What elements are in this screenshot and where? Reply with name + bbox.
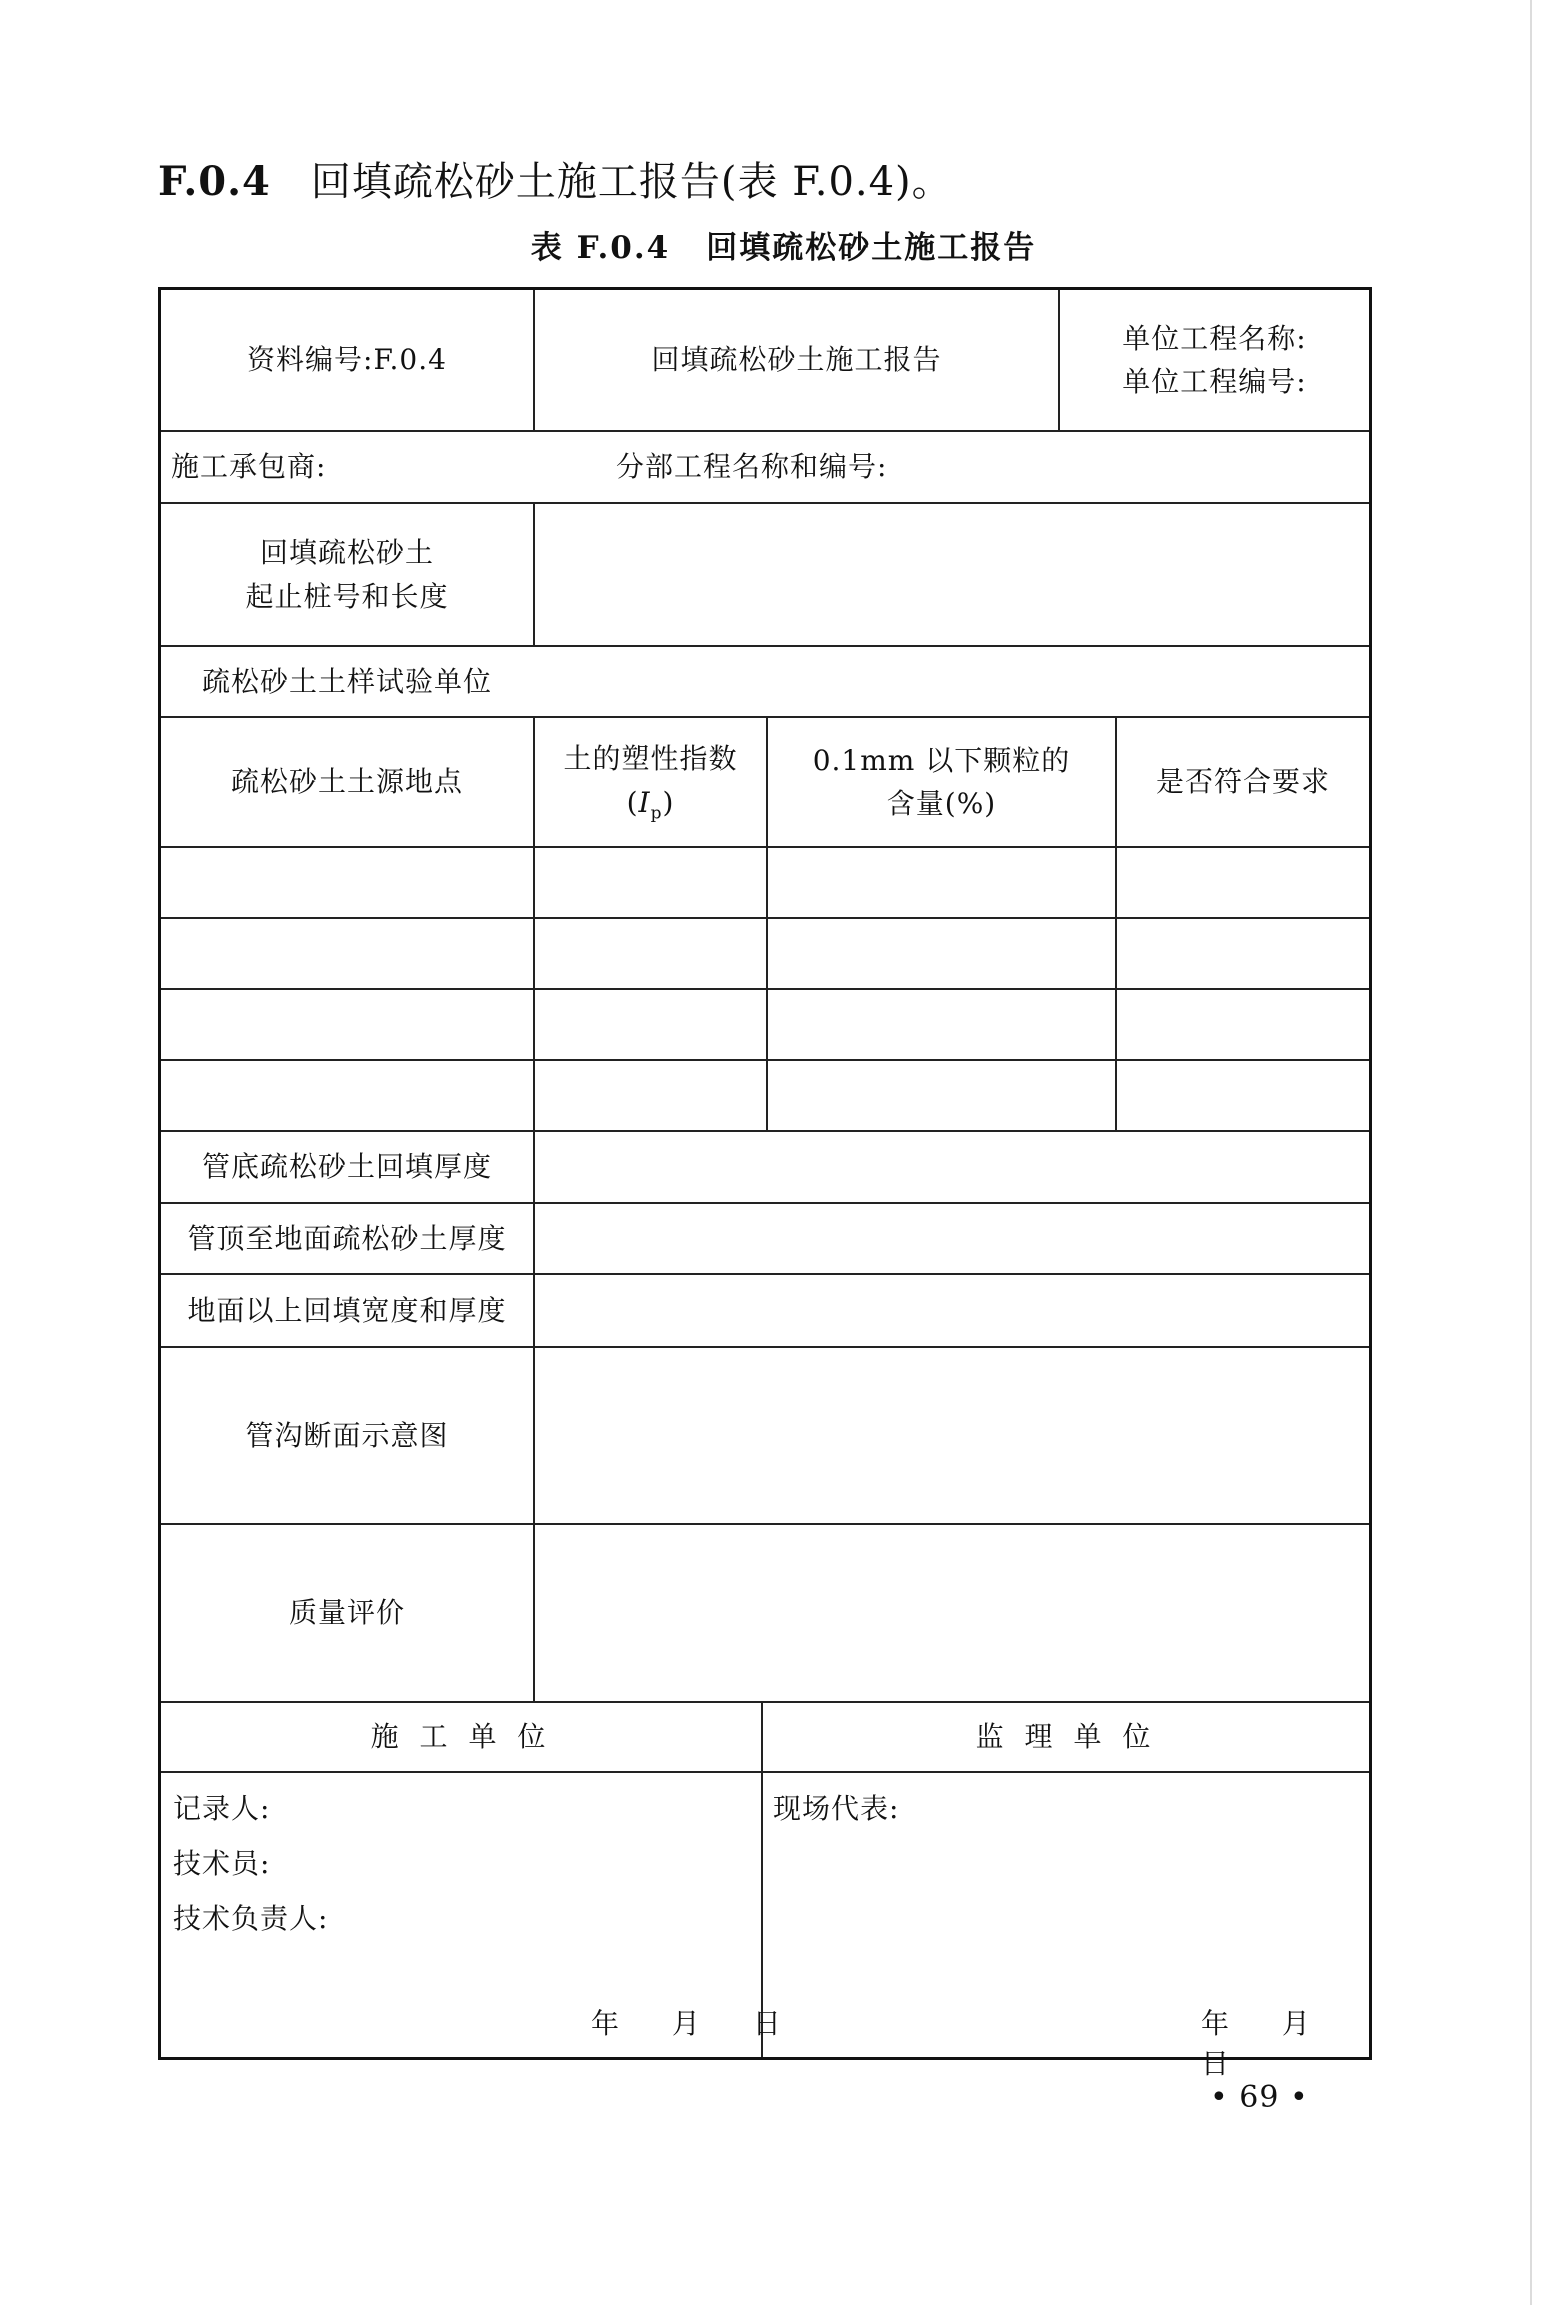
- recorder-label: 记录人:: [173, 1792, 271, 1825]
- station-length-line1: 回填疏松砂土: [259, 536, 434, 570]
- fine-particle-line2: 含量(%): [886, 787, 997, 820]
- table-title-name: 回填疏松砂土施工报告: [706, 230, 1037, 266]
- site-representative-label: 现场代表:: [773, 1792, 900, 1825]
- fine-particle-header: [768, 718, 1115, 846]
- section-heading: [158, 150, 953, 207]
- subproject-label: 分部工程名称和编号:: [616, 450, 888, 484]
- page-number: • 69 •: [1210, 2080, 1309, 2115]
- top-thickness-label: 管顶至地面疏松砂土厚度: [187, 1221, 507, 1255]
- technician-label: 技术员:: [173, 1847, 271, 1880]
- contractor-label: 施工承包商:: [171, 450, 327, 484]
- quality-evaluation-label: 质量评价: [288, 1596, 405, 1630]
- doc-number-cell: 资料编号:F.0.4: [247, 343, 447, 377]
- row-divider: [161, 988, 1369, 990]
- unit-project-cell: [1060, 290, 1369, 430]
- supervision-signatures: [773, 1781, 899, 1836]
- section-number: F.0.4: [158, 158, 271, 205]
- unit-project-name-label: 单位工程名称:: [1122, 321, 1307, 355]
- station-length-line2: 起止桩号和长度: [245, 579, 449, 613]
- plasticity-index-header: [535, 718, 766, 846]
- col-divider: [533, 716, 535, 1701]
- conformity-header: 是否符合要求: [1155, 765, 1330, 799]
- col-divider: [533, 502, 535, 645]
- construction-unit-header: 施 工 单 位: [370, 1720, 552, 1754]
- row-divider: [161, 917, 1369, 919]
- page-edge-line: [1530, 0, 1532, 2305]
- construction-date: 年 月 日: [591, 2007, 803, 2040]
- row-divider: [161, 846, 1369, 848]
- plasticity-index-line1: 土的塑性指数: [563, 742, 738, 776]
- report-form: [158, 287, 1372, 2080]
- bottom-thickness-label: 管底疏松砂土回填厚度: [201, 1150, 492, 1184]
- test-unit-label: 疏松砂土土样试验单位: [201, 664, 492, 698]
- row-divider: [161, 1059, 1369, 1061]
- row-divider: [161, 1771, 1369, 1773]
- section-diagram-label: 管沟断面示意图: [245, 1418, 449, 1452]
- supervision-date: 年 月 日: [1201, 2007, 1332, 2080]
- plasticity-index-symbol: $(I_p)$: [626, 785, 675, 824]
- unit-project-number-label: 单位工程编号:: [1122, 365, 1307, 398]
- construction-signatures: [173, 1781, 328, 1946]
- fine-particle-line1: 0.1mm 以下颗粒的: [812, 743, 1071, 777]
- section-text: 回填疏松砂土施工报告(表 F.0.4)。: [310, 159, 953, 205]
- station-length-label: [161, 504, 533, 645]
- tech-manager-label: 技术负责人:: [173, 1902, 329, 1935]
- above-ground-label: 地面以上回填宽度和厚度: [187, 1293, 507, 1327]
- supervision-unit-header: 监 理 单 位: [975, 1720, 1157, 1754]
- table-title: [0, 222, 1567, 267]
- table-title-prefix: 表 F.0.4: [530, 230, 671, 266]
- report-name-cell: 回填疏松砂土施工报告: [651, 343, 942, 377]
- soil-source-header: 疏松砂土土源地点: [230, 765, 463, 799]
